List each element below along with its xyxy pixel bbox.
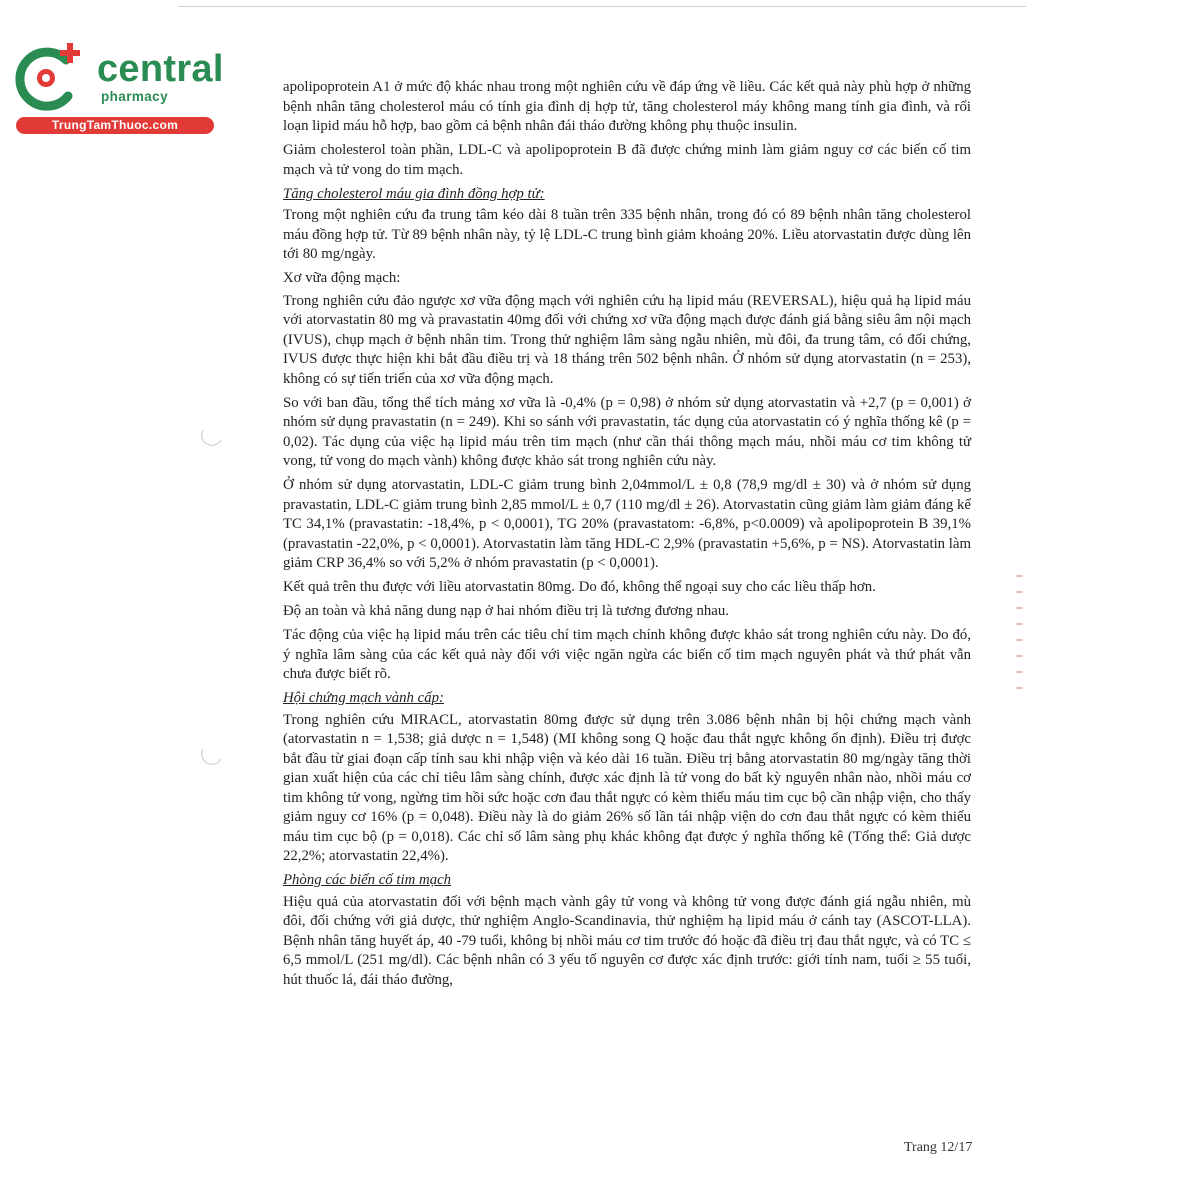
binder-hole-mark bbox=[201, 745, 223, 767]
binder-hole-mark bbox=[201, 426, 223, 448]
section-heading: Tăng cholesterol máu gia đình đồng hợp tử: bbox=[283, 185, 545, 202]
central-pharmacy-logo-icon bbox=[10, 38, 90, 118]
paragraph: Kết quả trên thu được với liều atorvastatin 80mg. Do đó, không thể ngoại suy cho các liều thấp hơn. bbox=[283, 579, 876, 595]
logo-subname: pharmacy bbox=[101, 89, 168, 104]
paragraph: apolipoprotein A1 ở mức độ khác nhau trong một nghiên cứu về đáp ứng về liều. Các kết quả này phù hợp ở những bệnh nhân tăng cholesterol máu có tính gia đình dị hợp tử, tăng cholesterol máy không mang tính gia đình, và rối loạn lipid máu hỗ hợp, bao gồm cả bệnh nhân đái tháo đường không phụ thuộc insulin. bbox=[283, 79, 971, 134]
paragraph: Tác động của việc hạ lipid máu trên các tiêu chí tim mạch chính không được khảo sát trong nghiên cứu này. Do đó, ý nghĩa lâm sàng của các kết quả này đối với việc ngăn ngừa các biến cố tim mạch nguyên phát và thứ phát vẫn chưa được biết rõ. bbox=[283, 627, 971, 682]
logo-website: TrungTamThuoc.com bbox=[16, 117, 214, 134]
side-stamp-marks bbox=[1014, 575, 1028, 703]
page-number: Trang 12/17 bbox=[904, 1140, 973, 1155]
paragraph: Ở nhóm sử dụng atorvastatin, LDL-C giảm trung bình 2,04mmol/L ± 0,8 (78,9 mg/dl ± 30) và ở nhóm sử dụng pravastatin, LDL-C giảm trung bình 2,85 mmol/L ± 0,7 (110 mg/dl ± 26). Atorvastatin cũng giảm làm giảm đáng kể TC 34,1% (pravastatin: -18,4%, p < 0,0001), TG 20% (pravastatom: -6,8%, p<0.0009) và apolipoprotein B 39,1% (pravastatin -22,0%, p < 0,0001). Atorvastatin làm tăng HDL-C 2,9% (pravastatin +5,6%, p = NS). Atorvastatin làm giảm CRP 36,4% so với 5,2% ở nhóm pravastatin (p < 0,0001). bbox=[283, 477, 971, 571]
top-border-line bbox=[178, 6, 1026, 7]
paragraph: Trong nghiên cứu MIRACL, atorvastatin 80mg được sử dụng trên 3.086 bệnh nhân bị hội chứng mạch vành (atorvastatin n = 1,538; giả dược n = 1,548) (MI không song Q hoặc đau thắt ngực không ổn định). Điều trị được bắt đầu từ giai đoạn cấp tính sau khi nhập viện và kéo dài 16 tuần. Điều trị bằng atorvastatin 80 mg/ngày tăng thời gian xuất hiện của các chỉ tiêu lâm sàng chính, được xác định là tử vong do bất kỳ nguyên nhân nào, nhồi máu cơ tim không tử vong, ngừng tim hồi sức hoặc cơn đau thắt ngực có kèm thiếu máu tim cục bộ cần nhập viện, cho thấy giảm nguy cơ 16% (p = 0,048). Điều này là do giảm 26% số lần tái nhập viện do cơn đau thắt ngực có kèm thiếu máu tim cục bộ (p = 0,018). Các chỉ số lâm sàng phụ khác không đạt được ý nghĩa thống kê (Tổng thể: Giả dược 22,2%; atorvastatin 22,4%). bbox=[283, 711, 971, 864]
paragraph: Giảm cholesterol toàn phần, LDL-C và apolipoprotein B đã được chứng minh làm giảm nguy cơ các biến cố tim mạch và tử vong do tim mạch. bbox=[283, 142, 971, 178]
logo-name: central bbox=[97, 48, 224, 90]
paragraph: So với ban đầu, tổng thể tích mảng xơ vữa là -0,4% (p = 0,98) ở nhóm sử dụng atorvastatin và +2,7 (p = 0,001) ở nhóm sử dụng pravastatin (n = 249). Khi so sánh với pravastatin, tác dụng của atorvastatin có ý nghĩa thống kê (p = 0,02). Tác dụng của việc hạ lipid máu trên tim mạch (như cần thái thông mạch máu, nhồi máu cơ tim không tử vong, tử vong do mạch vành) không được khảo sát trong nghiên cứu này. bbox=[283, 394, 971, 469]
document-body bbox=[283, 78, 971, 995]
paragraph: Trong nghiên cứu đảo ngược xơ vữa động mạch với nghiên cứu hạ lipid máu (REVERSAL), hiệu quả hạ lipid máu với atorvastatin 80 mg và pravastatin 40mg đối với chứng xơ vữa động mạch được đánh giá bằng siêu âm nội mạch (IVUS), chụp mạch ở bệnh nhân tim. Trong thử nghiệm lâm sàng ngẫu nhiên, mù đôi, đa trung tâm, có đối chứng, IVUS được thực hiện khi bắt đầu điều trị và 18 tháng trên 502 bệnh nhân. Ở nhóm sử dụng atorvastatin (n = 253), không có sự tiến triển của xơ vữa động mạch. bbox=[283, 292, 971, 387]
section-heading: Hội chứng mạch vành cấp: bbox=[283, 690, 444, 706]
paragraph: Trong một nghiên cứu đa trung tâm kéo dài 8 tuần trên 335 bệnh nhân, trong đó có 89 bệnh nhân tăng cholesterol máu đồng hợp tử. Từ 89 bệnh nhân này, tỷ lệ LDL-C trung bình giảm khoảng 20%. Liều atorvastatin được dùng lên tới 80 mg/ngày. bbox=[283, 207, 971, 262]
pharmacy-logo bbox=[10, 38, 224, 138]
paragraph: Hiệu quả của atorvastatin đối với bệnh mạch vành gây tử vong và không tử vong được đánh giá ngẫu nhiên, mù đôi, đối chứng với giả dược, thử nghiệm Anglo-Scandinavia, thử nghiệm hạ lipid máu ở cánh tay (ASCOT-LLA). Bệnh nhân tăng huyết áp, 40 -79 tuổi, không bị nhồi máu cơ tim trước đó hoặc đã điều trị đau thắt ngực, và có TC ≤ 6,5 mmol/L (251 mg/dl). Các bệnh nhân có 3 yếu tố nguyên cơ được xác định trước: giới tính nam, tuổi ≥ 55 tuổi, hút thuốc lá, đái tháo đường, bbox=[283, 893, 971, 988]
section-heading: Xơ vữa động mạch: bbox=[283, 270, 401, 286]
paragraph: Độ an toàn và khả năng dung nạp ở hai nhóm điều trị là tương đương nhau. bbox=[283, 603, 729, 619]
section-heading: Phòng các biến cố tim mạch bbox=[283, 872, 452, 888]
